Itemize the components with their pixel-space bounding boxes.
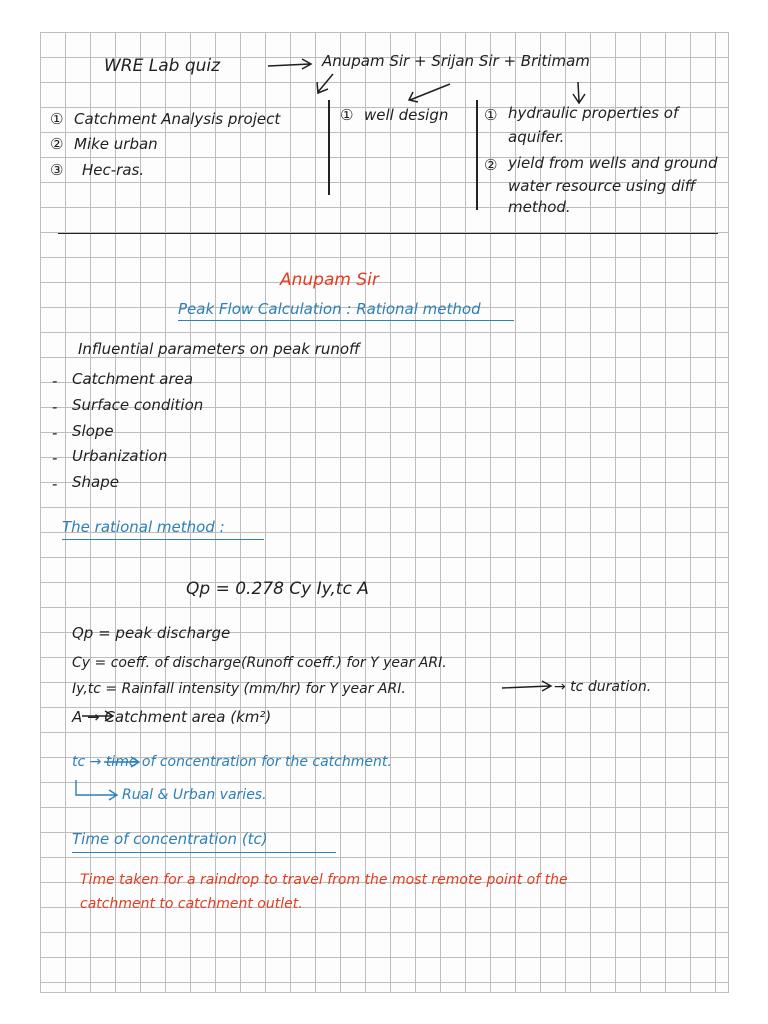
definition-line: Qp = peak discharge bbox=[72, 624, 231, 642]
arrow-right-icon bbox=[268, 59, 311, 69]
toc-heading: Time of concentration (tc) bbox=[72, 830, 268, 848]
arrow-down-left-icon-2 bbox=[409, 84, 450, 102]
subheading-underline bbox=[178, 320, 514, 321]
bullet: - bbox=[52, 424, 58, 442]
param-item: Surface condition bbox=[72, 396, 204, 414]
teacher-names: Anupam Sir + Srijan Sir + Britimam bbox=[322, 52, 590, 70]
param-item: Slope bbox=[72, 422, 114, 440]
section-subheading: Peak Flow Calculation : Rational method bbox=[178, 300, 481, 318]
toc-heading-underline bbox=[72, 852, 336, 853]
topic-item: Hec-ras. bbox=[82, 161, 145, 179]
tc-sub-note: Rual & Urban varies. bbox=[122, 787, 267, 803]
marker: ① bbox=[484, 106, 498, 124]
definition-line: Iy,tc = Rainfall intensity (mm/hr) for Y year ARI. bbox=[72, 681, 406, 697]
bullet: - bbox=[52, 372, 58, 390]
column-divider bbox=[328, 100, 330, 195]
marker: ③ bbox=[50, 161, 64, 179]
topic-item: Mike urban bbox=[74, 135, 158, 153]
topic-item: hydraulic properties of bbox=[508, 104, 679, 122]
section-divider bbox=[58, 233, 718, 234]
definition-line: Cy = coeff. of discharge(Runoff coeff.) for Y year ARI. bbox=[72, 655, 447, 671]
topic-item: yield from wells and ground bbox=[508, 154, 718, 172]
param-item: Catchment area bbox=[72, 370, 194, 388]
topic-item: water resource using diff bbox=[508, 177, 696, 195]
topic-item: aquifer. bbox=[508, 128, 565, 146]
bullet: - bbox=[52, 475, 58, 493]
marker: ② bbox=[484, 156, 498, 174]
quiz-title: WRE Lab quiz bbox=[104, 56, 221, 76]
rational-formula: Qp = 0.278 Cy Iy,tc A bbox=[186, 579, 369, 599]
marker: ① bbox=[50, 110, 64, 128]
bullet: - bbox=[52, 398, 58, 416]
toc-text-line: catchment to catchment outlet. bbox=[80, 896, 303, 912]
marker: ② bbox=[50, 135, 64, 153]
arrow-right-icon-2 bbox=[502, 681, 551, 691]
param-item: Urbanization bbox=[72, 447, 168, 465]
params-intro: Influential parameters on peak runoff bbox=[78, 340, 360, 358]
section-heading: Anupam Sir bbox=[280, 270, 379, 290]
topic-item: well design bbox=[364, 106, 449, 124]
toc-text-line: Time taken for a raindrop to travel from the most remote point of the bbox=[80, 872, 568, 888]
rational-heading: The rational method : bbox=[62, 518, 225, 536]
tc-duration: → tc duration. bbox=[554, 679, 652, 695]
definition-line: A → Catchment area (km²) bbox=[72, 708, 272, 726]
topic-item: Catchment Analysis project bbox=[74, 110, 281, 128]
topic-item: method. bbox=[508, 198, 571, 216]
marker: ① bbox=[340, 106, 354, 124]
arrow-down-left-icon bbox=[317, 74, 333, 93]
rational-heading-underline bbox=[62, 539, 264, 540]
arrow-down-icon bbox=[573, 82, 585, 103]
bullet: - bbox=[52, 449, 58, 467]
column-divider bbox=[476, 100, 478, 210]
param-item: Shape bbox=[72, 473, 119, 491]
bent-arrow-blue-icon bbox=[76, 780, 117, 800]
tc-note: tc → time of concentration for the catchment. bbox=[72, 754, 392, 770]
